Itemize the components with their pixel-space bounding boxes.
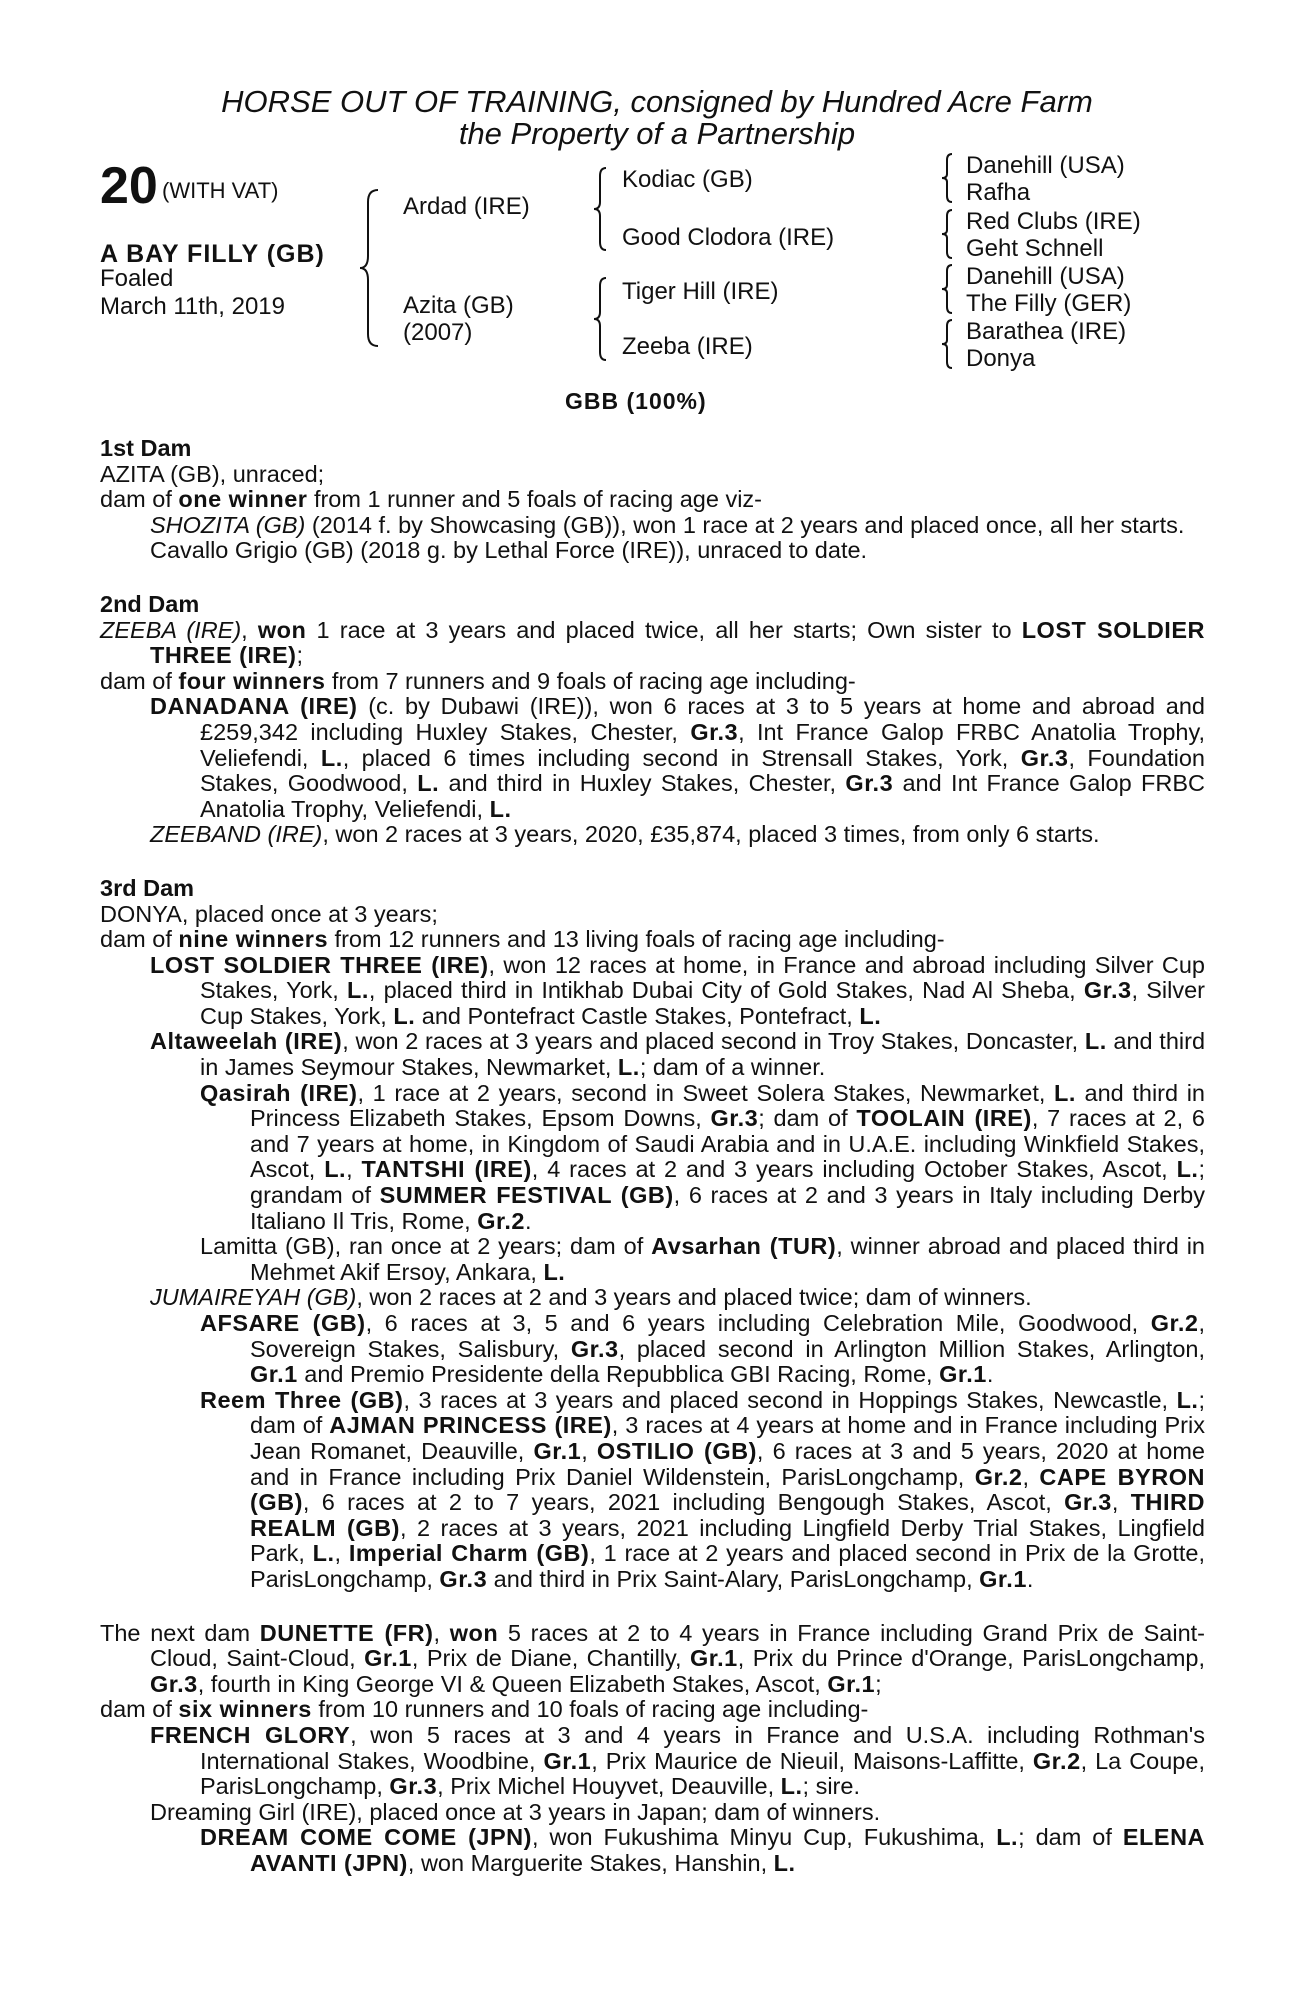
pedigree-brace-gg-1 <box>940 152 954 204</box>
second-dam-produce-1: DANADANA (IRE) (c. by Dubawi (IRE)), won 6 races at 3 to 5 years at home and abroad and £259,342 including Huxley Stakes, Chester, Gr.3, Int France Galop FRBC Anatolia Trophy, Veliefendi, L., placed 6 times including second in Strensall Stakes, York, Gr.3, Foundation Stakes, Goodwood, L. and third in Huxley Stakes, Chester, Gr.3 and Int France Galop FRBC Anatolia Trophy, Veliefendi, L. <box>150 693 1205 822</box>
second-dam-produce-summary: dam of four winners from 7 runners and 9 foals of racing age including- <box>100 667 856 694</box>
third-dam-heading: 3rd Dam <box>100 874 195 901</box>
second-dam-intro: ZEEBA (IRE), won 1 race at 3 years and placed twice, all her starts; Own sister to LOST SOLDIER THREE (IRE); <box>100 616 1205 669</box>
pedigree-gg-4: Geht Schnell <box>966 235 1104 262</box>
pedigree-brace-gg-3 <box>940 263 954 315</box>
second-dam-heading: 2nd Dam <box>100 590 200 617</box>
pedigree-gg-6: The Filly (GER) <box>966 290 1132 317</box>
foaled-label: Foaled <box>100 265 174 292</box>
first-dam-intro: AZITA (GB), unraced; <box>100 460 325 487</box>
pedigree-sire: Ardad (IRE) <box>403 193 530 220</box>
pedigree-brace-sire <box>592 166 608 252</box>
next-dam-produce-2-1: DREAM COME COME (JPN), won Fukushima Minyu Cup, Fukushima, L.; dam of ELENA AVANTI (JPN), won Marguerite Stakes, Hanshin, L. <box>200 1824 1206 1876</box>
next-dam-section <box>100 1621 1205 1877</box>
pedigree-dam-sire: Tiger Hill (IRE) <box>622 278 779 305</box>
pedigree-brace-gg-4 <box>940 318 954 370</box>
pedigree-gg-5: Danehill (USA) <box>966 263 1125 290</box>
lot-number: 20 <box>100 157 158 215</box>
pedigree-gg-3: Red Clubs (IRE) <box>966 208 1141 235</box>
third-dam-section <box>100 902 1205 1593</box>
next-dam-intro: The next dam DUNETTE (FR), won 5 races at 2 to 4 years in France including Grand Prix de Saint-Cloud, Saint-Cloud, Gr.1, Prix de Diane, Chantilly, Gr.1, Prix du Prince d'Orange, ParisLongchamp, Gr.3, fourth in King George VI & Queen Elizabeth Stakes, Ascot, Gr.1; <box>100 1619 1206 1697</box>
first-dam-produce-1: SHOZITA (GB) (2014 f. by Showcasing (GB)), won 1 race at 2 years and placed once, all her starts. <box>150 511 1185 538</box>
pedigree-sire-dam: Good Clodora (IRE) <box>622 224 835 251</box>
lot-vat: (WITH VAT) <box>162 178 279 203</box>
pedigree-dam-year: (2007) <box>403 319 473 346</box>
third-dam-produce-3-2: Reem Three (GB), 3 races at 3 years and placed second in Hoppings Stakes, Newcastle, L.; dam of AJMAN PRINCESS (IRE), 3 races at 4 years at home and in France including Prix Jean Romanet, Deauville, Gr.1, OSTILIO (GB), 6 races at 3 and 5 years, 2020 at home and in France including Prix Daniel Wildenstein, ParisLongchamp, Gr.2, CAPE BYRON (GB), 6 races at 2 to 7 years, 2021 including Bengough Stakes, Ascot, Gr.3, THIRD REALM (GB), 2 races at 3 years, 2021 including Lingfield Derby Trial Stakes, Lingfield Park, L., Imperial Charm (GB), 1 race at 2 years and placed second in Prix de la Grotte, ParisLongchamp, Gr.3 and third in Prix Saint-Alary, ParisLongchamp, Gr.1. <box>200 1386 1205 1592</box>
third-dam-produce-3-1: AFSARE (GB), 6 races at 3, 5 and 6 years including Celebration Mile, Goodwood, Gr.2, Sovereign Stakes, Salisbury, Gr.3, placed second in Arlington Million Stakes, Arlington, Gr.1 and Premio Presidente della Repubblica GBI Racing, Rome, Gr.1. <box>200 1310 1206 1388</box>
foaled-info <box>100 265 285 321</box>
third-dam-produce-summary: dam of nine winners from 12 runners and 13 living foals of racing age including- <box>100 926 945 953</box>
third-dam-produce-1: LOST SOLDIER THREE (IRE), won 12 races at home, in France and abroad including Silver Cup Stakes, York, L., placed third in Intikhab Dubai City of Gold Stakes, Nad Al Sheba, Gr.3, Silver Cup Stakes, York, L. and Pontefract Castle Stakes, Pontefract, L. <box>150 951 1206 1029</box>
next-dam-produce-summary: dam of six winners from 10 runners and 10 foals of racing age including- <box>100 1696 869 1723</box>
first-dam-section <box>100 462 1205 564</box>
third-dam-produce-2-1: Qasirah (IRE), 1 race at 2 years, second in Sweet Solera Stakes, Newmarket, L. and third in Princess Elizabeth Stakes, Epsom Downs, Gr.3; dam of TOOLAIN (IRE), 7 races at 2, 6 and 7 years at home, in Kingdom of Saudi Arabia and in U.A.E. including Winkfield Stakes, Ascot, L., TANTSHI (IRE), 4 races at 2 and 3 years including October Stakes, Ascot, L.; grandam of SUMMER FESTIVAL (GB), 6 races at 2 and 3 years in Italy including Derby Italiano Il Tris, Rome, Gr.2. <box>200 1079 1205 1234</box>
first-dam-heading: 1st Dam <box>100 435 192 461</box>
second-dam-produce-2: ZEEBAND (IRE), won 2 races at 3 years, 2020, £35,874, placed 3 times, from only 6 starts. <box>150 821 1100 848</box>
pedigree-gg-2: Rafha <box>966 179 1031 206</box>
second-dam-section <box>100 618 1205 848</box>
pedigree-gg-8: Donya <box>966 345 1036 372</box>
horse-name: A BAY FILLY (GB) <box>100 240 325 268</box>
header-line-1: HORSE OUT OF TRAINING, consigned by Hundred Acre Farm <box>221 84 1093 119</box>
next-dam-produce-2: Dreaming Girl (IRE), placed once at 3 years in Japan; dam of winners. <box>150 1798 881 1825</box>
third-dam-intro: DONYA, placed once at 3 years; <box>100 900 438 927</box>
pedigree-brace-main <box>358 188 380 348</box>
third-dam-produce-2-2: Lamitta (GB), ran once at 2 years; dam of Avsarhan (TUR), winner abroad and placed third in Mehmet Akif Ersoy, Ankara, L. <box>200 1233 1205 1285</box>
pedigree-dam <box>403 292 514 346</box>
pedigree-gg-1: Danehill (USA) <box>966 152 1125 179</box>
third-dam-produce-2: Altaweelah (IRE), won 2 races at 3 years and placed second in Troy Stakes, Doncaster, L. and third in James Seymour Stakes, Newmarket, L.; dam of a winner. <box>150 1028 1206 1081</box>
foaled-date: March 11th, 2019 <box>100 293 286 320</box>
pedigree-brace-gg-2 <box>940 208 954 260</box>
pedigree-sire-sire: Kodiac (GB) <box>622 166 753 193</box>
first-dam-produce-summary: dam of one winner from 1 runner and 5 foals of racing age viz- <box>100 486 762 513</box>
breeding-percentage: GBB (100%) <box>565 388 707 414</box>
next-dam-produce-1: FRENCH GLORY, won 5 races at 3 and 4 years in France and U.S.A. including Rothman's International Stakes, Woodbine, Gr.1, Prix Maurice de Nieuil, Maisons-Laffitte, Gr.2, La Coupe, ParisLongchamp, Gr.3, Prix Michel Houyvet, Deauville, L.; sire. <box>150 1721 1205 1800</box>
third-dam-produce-3: JUMAIREYAH (GB), won 2 races at 2 and 3 years and placed twice; dam of winners. <box>150 1284 1032 1311</box>
first-dam-produce-2: Cavallo Grigio (GB) (2018 g. by Lethal Force (IRE)), unraced to date. <box>150 537 868 564</box>
catalogue-body <box>100 436 1205 1876</box>
header-line-2: the Property of a Partnership <box>458 116 856 151</box>
pedigree-dam-dam: Zeeba (IRE) <box>622 333 753 360</box>
pedigree-brace-dam <box>592 276 608 362</box>
pedigree-gg-7: Barathea (IRE) <box>966 318 1127 345</box>
pedigree-dam-name: Azita (GB) <box>403 292 514 319</box>
